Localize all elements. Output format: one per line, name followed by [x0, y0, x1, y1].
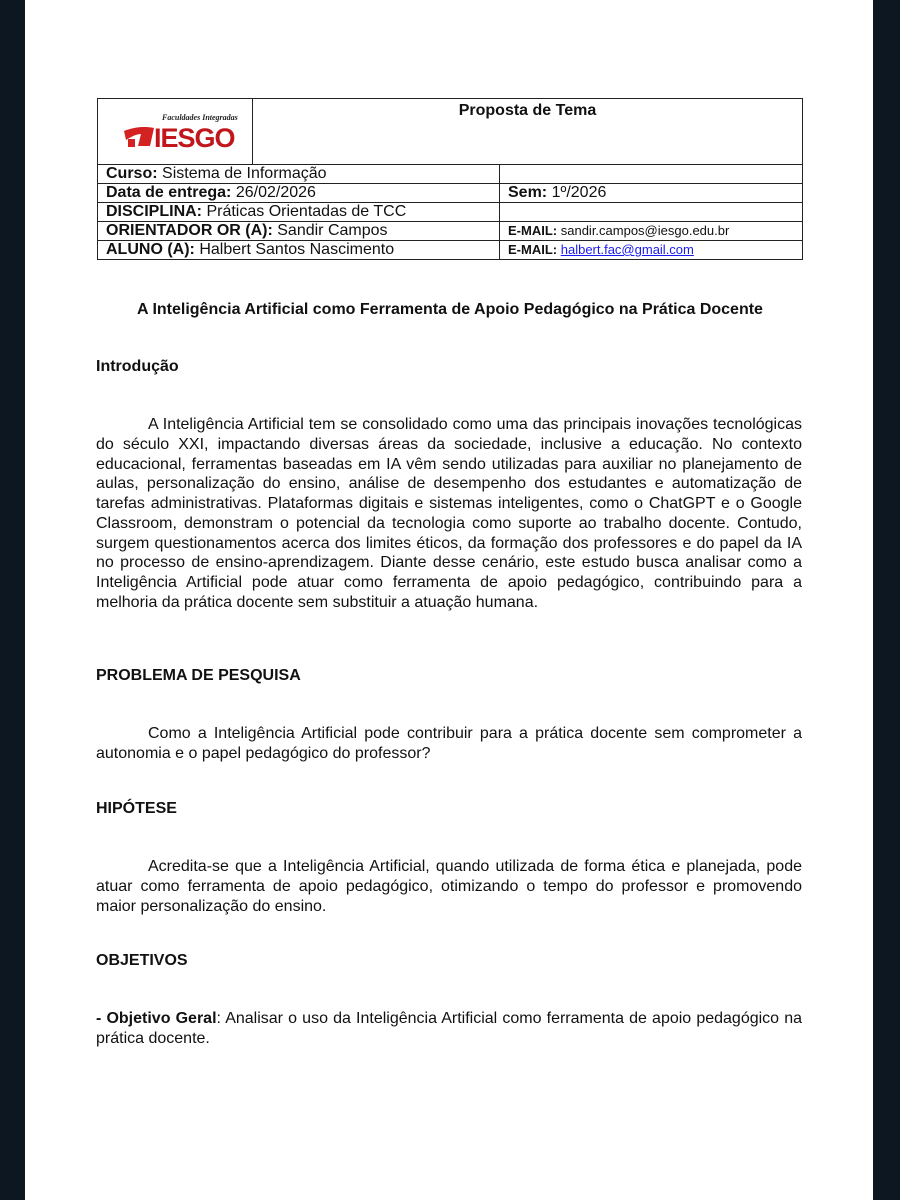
- orientador-email-cell: E-MAIL: sandir.campos@iesgo.edu.br: [500, 222, 803, 241]
- data-entrega-cell: Data de entrega: 26/02/2026: [98, 184, 500, 203]
- logo-top-text: Faculdades Integradas: [162, 113, 238, 122]
- aluno-email-link[interactable]: halbert.fac@gmail.com: [560, 242, 694, 257]
- objetivo-geral-paragraph: - Objetivo Geral: Analisar o uso da Inteligência Artificial como ferramenta de apoio pedagógico na prática docente.: [96, 1010, 803, 1047]
- objetivo-geral-label: - Objetivo Geral: [96, 1010, 217, 1027]
- curso-cell: Curso: Sistema de Informação: [98, 165, 500, 184]
- iesgo-logo: [98, 99, 252, 159]
- orientador-cell: ORIENTADOR OR (A): Sandir Campos: [98, 222, 500, 241]
- problema-heading: PROBLEMA DE PESQUISA: [96, 667, 301, 684]
- hipotese-heading: HIPÓTESE: [96, 800, 177, 817]
- aluno-email-cell: E-MAIL: halbert.fac@gmail.com: [500, 241, 803, 260]
- objetivos-heading: OBJETIVOS: [96, 952, 188, 969]
- logo-main-text: IESGO: [154, 123, 235, 153]
- semestre-cell: Sem: 1º/2026: [500, 184, 803, 203]
- header-table: [97, 98, 803, 260]
- header-title: Proposta de Tema: [253, 99, 803, 165]
- introducao-heading: Introdução: [96, 358, 179, 375]
- document-page: [25, 0, 873, 1200]
- logo-cell: [98, 99, 253, 165]
- disciplina-cell: DISCIPLINA: Práticas Orientadas de TCC: [98, 203, 500, 222]
- hipotese-paragraph: Acredita-se que a Inteligência Artificial, quando utilizada de forma ética e planejada, pode atuar como ferramenta de apoio pedagógico, otimizando o tempo do professor e promovendo maior personalização do ensino.: [96, 858, 802, 915]
- problema-paragraph: Como a Inteligência Artificial pode contribuir para a prática docente sem comprometer a autonomia e o papel pedagógico do professor?: [96, 725, 802, 762]
- document-title: A Inteligência Artificial como Ferramenta de Apoio Pedagógico na Prática Docente: [137, 301, 763, 318]
- aluno-cell: ALUNO (A): Halbert Santos Nascimento: [98, 241, 500, 260]
- introducao-paragraph: A Inteligência Artificial tem se consolidado como uma das principais inovações tecnológicas do século XXI, impactando diversas áreas da sociedade, inclusive a educação. No contexto educacional, ferramentas baseadas em IA vêm sendo utilizadas para auxiliar no planejamento de aulas, personalização do ensino, análise de desempenho dos estudantes e automatização de tarefas administrativas. Plataformas digitais e sistemas inteligentes, como o ChatGPT e o Google Classroom, demonstram o potencial da tecnologia como suporte ao trabalho docente. Contudo, surgem questionamentos acerca dos limites éticos, da formação dos professores e do papel da IA no processo de ensino-aprendizagem. Diante desse cenário, este estudo busca analisar como a Inteligência Artificial pode atuar como ferramenta de apoio pedagógico, contribuindo para a melhoria da prática docente sem substituir a atuação humana.: [96, 416, 802, 611]
